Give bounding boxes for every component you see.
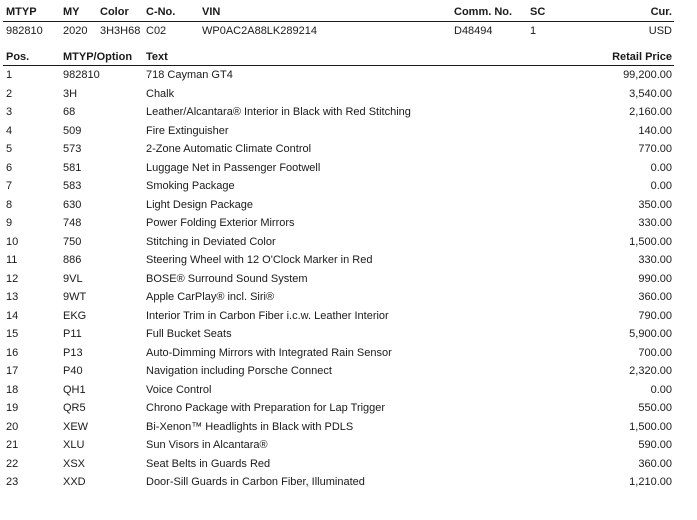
option-text-cell: Door-Sill Guards in Carbon Fiber, Illuminated (146, 476, 365, 488)
table-row (0, 66, 697, 84)
option-text-cell: Chrono Package with Preparation for Lap Trigger (146, 402, 386, 414)
table-row (0, 85, 697, 103)
option-text-cell: Voice Control (146, 383, 212, 396)
vin-value: WP0AC2A88LK289214 (202, 25, 317, 37)
table-row (0, 288, 697, 306)
position-cell: 2 (6, 87, 13, 100)
option-text-cell: Sun Visors in Alcantara® (146, 439, 268, 451)
text-header: Text (146, 51, 168, 63)
option-code-cell: 9WT (63, 291, 87, 303)
retail-price-cell: 590.00 (638, 439, 672, 451)
my-header: MY (63, 6, 80, 18)
option-code-cell: 68 (63, 106, 76, 118)
position-cell: 1 (6, 69, 13, 81)
table-row (0, 399, 697, 417)
option-text-cell: Stitching in Deviated Color (146, 235, 276, 248)
position-cell: 4 (6, 124, 13, 137)
option-text-cell: 718 Cayman GT4 (146, 69, 233, 81)
retail-price-cell: 330.00 (638, 217, 672, 229)
option-text-cell: Light Design Package (146, 198, 254, 211)
position-cell: 7 (6, 180, 13, 192)
table-row (0, 122, 697, 140)
option-code-cell: P40 (63, 365, 83, 377)
retail-price-cell: 990.00 (638, 272, 672, 285)
option-text-cell: Steering Wheel with 12 O'Clock Marker in Red (146, 254, 373, 266)
retail-price-cell: 0.00 (650, 161, 672, 174)
table-row (0, 362, 697, 380)
retail-price-cell: 2,320.00 (629, 365, 672, 377)
option-code-header: MTYP/Option (63, 51, 133, 63)
table-row (0, 270, 697, 288)
position-cell: 10 (6, 235, 19, 248)
option-code-cell: 573 (63, 143, 82, 155)
retail-price-cell: 5,900.00 (629, 328, 672, 340)
retail-price-cell: 1,210.00 (629, 476, 672, 488)
retail-price-cell: 1,500.00 (629, 420, 672, 433)
table-row (0, 418, 697, 436)
option-text-cell: Bi-Xenon™ Headlights in Black with PDLS (146, 420, 354, 433)
option-code-cell: 982810 (63, 69, 100, 81)
sc-value: 1 (530, 25, 537, 37)
retail-price-cell: 99,200.00 (623, 69, 672, 81)
retail-price-cell: 350.00 (638, 198, 672, 211)
table-row (0, 381, 697, 399)
position-cell: 9 (6, 217, 13, 229)
table-row (0, 251, 697, 269)
option-code-cell: 630 (63, 198, 82, 211)
cno-value: C02 (146, 25, 167, 37)
option-text-cell: Full Bucket Seats (146, 328, 232, 340)
retail-price-cell: 0.00 (650, 383, 672, 396)
retail-price-cell: 140.00 (638, 124, 672, 137)
table-row (0, 140, 697, 158)
option-text-cell: Smoking Package (146, 180, 235, 192)
table-row (0, 307, 697, 325)
option-code-cell: EKG (63, 309, 87, 322)
position-cell: 16 (6, 346, 19, 359)
option-text-cell: Interior Trim in Carbon Fiber i.c.w. Leather Interior (146, 309, 389, 322)
table-row (0, 196, 697, 214)
option-text-cell: Leather/Alcantara® Interior in Black with Red Stitching (146, 106, 411, 118)
position-cell: 22 (6, 457, 19, 470)
position-cell: 20 (6, 420, 19, 433)
retail-price-cell: 770.00 (638, 143, 672, 155)
position-cell: 17 (6, 365, 19, 377)
option-text-cell: Luggage Net in Passenger Footwell (146, 161, 321, 174)
table-row (0, 436, 697, 454)
vehicle-header-row (0, 3, 697, 21)
retail-price-cell: 2,160.00 (629, 106, 672, 118)
option-text-cell: Power Folding Exterior Mirrors (146, 217, 295, 229)
option-text-cell: Auto-Dimming Mirrors with Integrated Rain Sensor (146, 346, 392, 359)
table-row (0, 159, 697, 177)
option-code-cell: 748 (63, 217, 82, 229)
position-cell: 5 (6, 143, 13, 155)
retail-price-cell: 1,500.00 (629, 235, 672, 248)
position-cell: 6 (6, 161, 13, 174)
comm-no-header: Comm. No. (454, 6, 513, 18)
position-cell: 11 (6, 254, 18, 266)
table-row (0, 233, 697, 251)
position-cell: 21 (6, 439, 19, 451)
position-cell: 3 (6, 106, 13, 118)
option-code-cell: XXD (63, 476, 86, 488)
position-cell: 15 (6, 328, 19, 340)
option-code-cell: XEW (63, 420, 89, 433)
option-text-cell: Apple CarPlay® incl. Siri® (146, 291, 275, 303)
cno-header: C-No. (146, 6, 176, 18)
option-code-cell: 750 (63, 235, 82, 248)
table-row (0, 103, 697, 121)
pos-header: Pos. (6, 51, 30, 63)
retail-price-cell: 360.00 (638, 291, 672, 303)
position-cell: 19 (6, 402, 19, 414)
option-code-cell: P13 (63, 346, 83, 359)
retail-price-header: Retail Price (612, 51, 672, 63)
table-row (0, 325, 697, 343)
vehicle-values-row (0, 22, 697, 40)
position-cell: 18 (6, 383, 19, 396)
currency-header: Cur. (650, 6, 672, 18)
table-row (0, 344, 697, 362)
sc-header: SC (530, 6, 546, 18)
position-cell: 12 (6, 272, 19, 285)
option-text-cell: Fire Extinguisher (146, 124, 229, 137)
option-code-cell: 583 (63, 180, 82, 192)
table-row (0, 455, 697, 473)
position-cell: 13 (6, 291, 19, 303)
my-value: 2020 (63, 25, 88, 37)
option-text-cell: Navigation including Porsche Connect (146, 365, 332, 377)
color-header: Color (100, 6, 129, 18)
option-code-cell: 886 (63, 254, 82, 266)
retail-price-cell: 330.00 (638, 254, 672, 266)
comm-no-value: D48494 (454, 25, 493, 37)
option-text-cell: BOSE® Surround Sound System (146, 272, 308, 285)
option-code-cell: QH1 (63, 383, 86, 396)
option-code-cell: XSX (63, 457, 86, 470)
option-code-cell: QR5 (63, 402, 86, 414)
retail-price-cell: 790.00 (638, 309, 672, 322)
options-header-row (0, 48, 697, 66)
table-row (0, 177, 697, 195)
retail-price-cell: 550.00 (638, 402, 672, 414)
retail-price-cell: 0.00 (650, 180, 672, 192)
table-row (0, 473, 697, 491)
position-cell: 23 (6, 476, 19, 488)
option-code-cell: 9VL (63, 272, 83, 285)
mtyp-value: 982810 (6, 25, 43, 37)
retail-price-cell: 700.00 (638, 346, 672, 359)
option-code-cell: XLU (63, 439, 85, 451)
table-row (0, 214, 697, 232)
option-text-cell: 2-Zone Automatic Climate Control (146, 143, 312, 155)
option-text-cell: Chalk (146, 87, 175, 100)
retail-price-cell: 360.00 (638, 457, 672, 470)
color-value: 3H3H68 (100, 25, 141, 37)
currency-value: USD (648, 25, 672, 37)
option-text-cell: Seat Belts in Guards Red (146, 457, 271, 470)
vin-header: VIN (202, 6, 221, 18)
position-cell: 8 (6, 198, 13, 211)
option-code-cell: 3H (63, 87, 78, 100)
option-code-cell: 509 (63, 124, 82, 137)
mtyp-header: MTYP (6, 6, 37, 18)
option-code-cell: 581 (63, 161, 82, 174)
option-code-cell: P11 (63, 328, 82, 340)
position-cell: 14 (6, 309, 19, 322)
retail-price-cell: 3,540.00 (629, 87, 672, 100)
